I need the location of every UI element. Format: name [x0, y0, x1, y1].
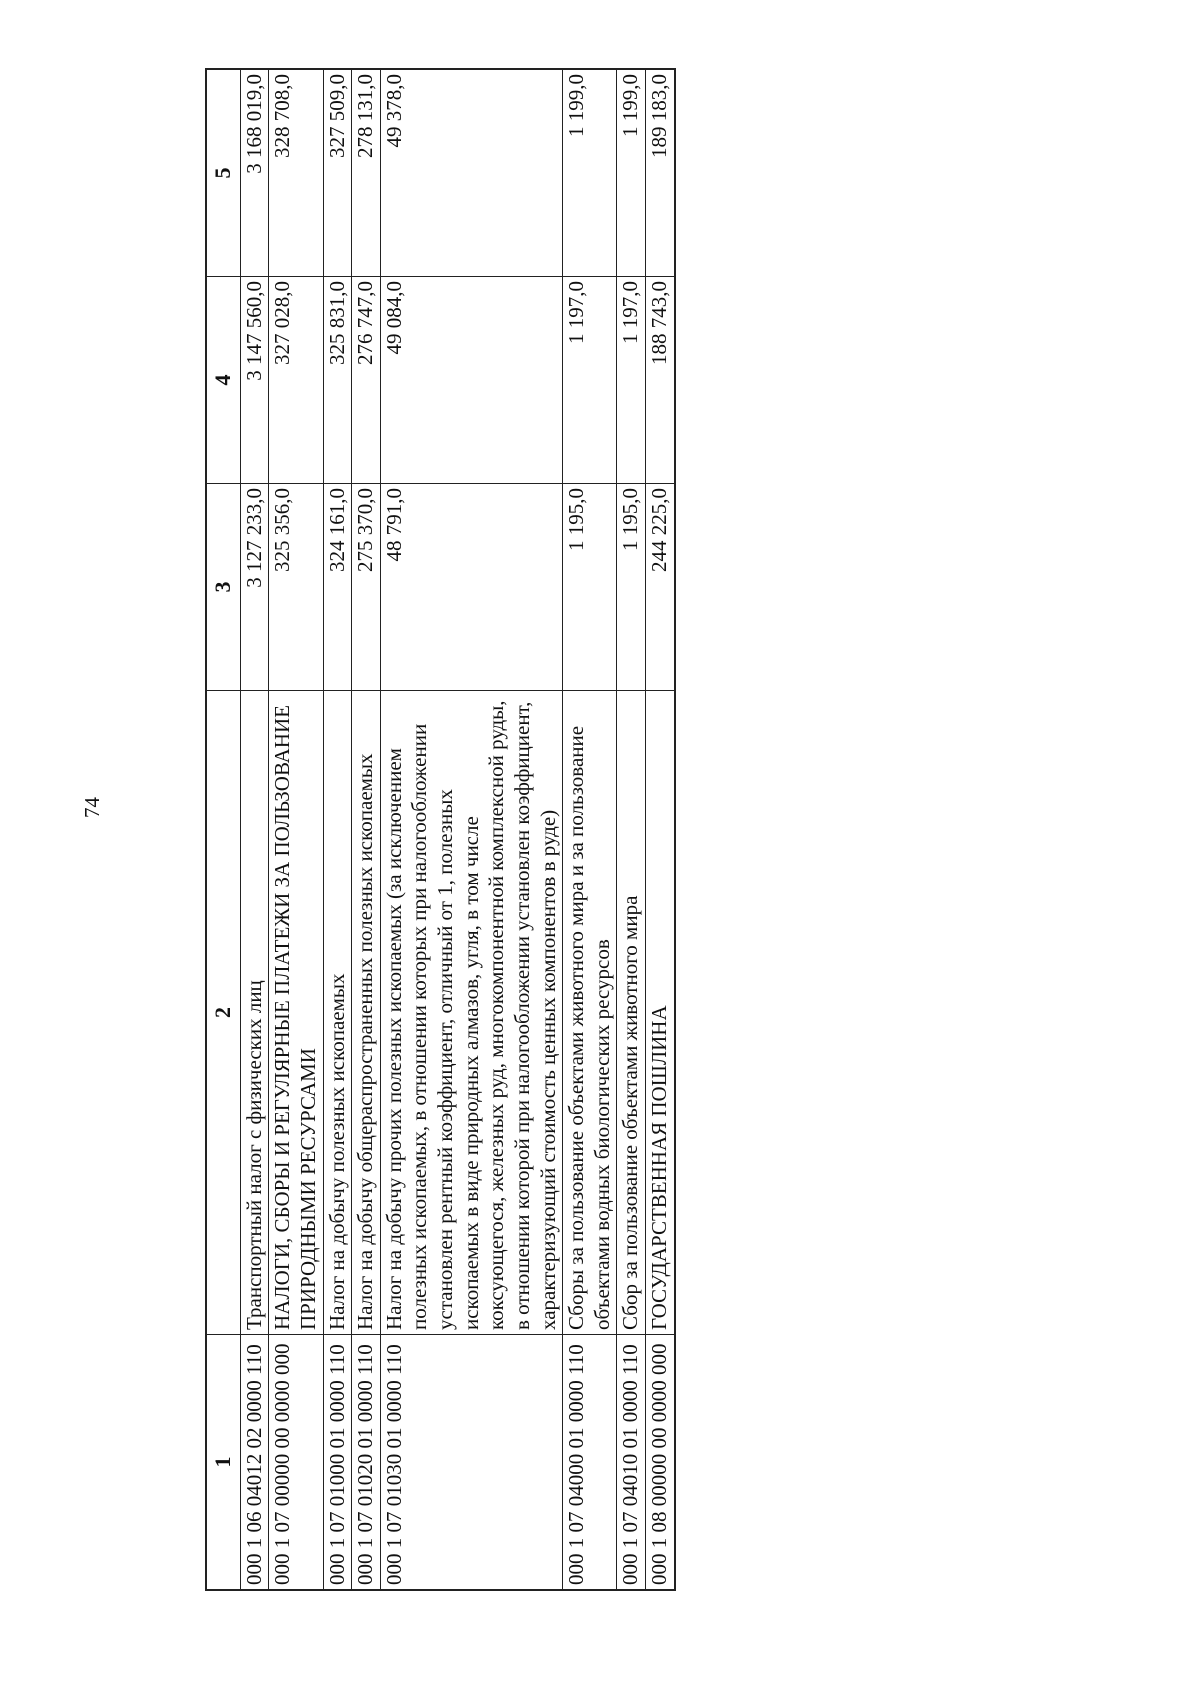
row-code: 000 1 06 04012 02 0000 110 — [240, 1335, 269, 1591]
table-row — [617, 69, 646, 1590]
row-code: 000 1 07 04010 01 0000 110 — [617, 1335, 646, 1591]
row-value-5: 3 168 019,0 — [240, 69, 269, 277]
row-name: Сбор за пользование объектами животного мира — [617, 691, 646, 1335]
table-row — [269, 69, 323, 1590]
row-name: НАЛОГИ, СБОРЫ И РЕГУЛЯРНЫЕ ПЛАТЕЖИ ЗА ПОЛЬЗОВАНИЕ ПРИРОДНЫМИ РЕСУРСАМИ — [269, 691, 323, 1335]
table-row — [323, 69, 352, 1590]
row-code: 000 1 07 01030 01 0000 110 — [380, 1335, 562, 1591]
row-value-4: 188 743,0 — [645, 277, 674, 484]
header-col-3: 3 — [206, 484, 240, 691]
table-row — [352, 69, 381, 1590]
row-value-5: 49 378,0 — [380, 69, 562, 277]
row-value-3: 244 225,0 — [645, 484, 674, 691]
row-value-5: 1 199,0 — [617, 69, 646, 277]
row-value-5: 189 183,0 — [645, 69, 674, 277]
row-value-3: 324 161,0 — [323, 484, 352, 691]
row-value-4: 1 197,0 — [563, 277, 617, 484]
row-value-5: 278 131,0 — [352, 69, 381, 277]
table-row — [240, 69, 269, 1590]
row-code: 000 1 07 04000 01 0000 110 — [563, 1335, 617, 1591]
row-code: 000 1 07 01000 01 0000 110 — [323, 1335, 352, 1591]
row-value-3: 1 195,0 — [617, 484, 646, 691]
row-value-4: 325 831,0 — [323, 277, 352, 484]
row-value-3: 275 370,0 — [352, 484, 381, 691]
budget-revenue-table — [205, 68, 676, 1591]
row-name: ГОСУДАРСТВЕННАЯ ПОШЛИНА — [645, 691, 674, 1335]
row-code: 000 1 07 01020 01 0000 110 — [352, 1335, 381, 1591]
row-value-3: 48 791,0 — [380, 484, 562, 691]
header-col-2: 2 — [206, 691, 240, 1335]
row-code: 000 1 07 00000 00 0000 000 — [269, 1335, 323, 1591]
row-name: Транспортный налог с физических лиц — [240, 691, 269, 1335]
row-name: Налог на добычу прочих полезных ископаемых (за исключением полезных ископаемых, в отношении которых при налогообложении установлен рентный коэффициент, отличный от 1, полезных ископаемых в виде природных алмазов, угля, в том числе коксующегося, железных руд, многокомпонентной комплексной руды, в отношении которой при налогообложении установлен коэффициент, характеризующий стоимость ценных компонентов в руде) — [380, 691, 562, 1335]
header-col-5: 5 — [206, 69, 240, 277]
row-code: 000 1 08 00000 00 0000 000 — [645, 1335, 674, 1591]
row-value-5: 327 509,0 — [323, 69, 352, 277]
header-col-1: 1 — [206, 1335, 240, 1591]
table-header-row — [206, 69, 240, 1590]
row-value-3: 325 356,0 — [269, 484, 323, 691]
row-name: Налог на добычу полезных ископаемых — [323, 691, 352, 1335]
header-col-4: 4 — [206, 277, 240, 484]
row-value-3: 1 195,0 — [563, 484, 617, 691]
row-value-4: 49 084,0 — [380, 277, 562, 484]
row-name: Налог на добычу общераспространенных полезных ископаемых — [352, 691, 381, 1335]
row-value-4: 1 197,0 — [617, 277, 646, 484]
table-row — [645, 69, 674, 1590]
table-row — [380, 69, 562, 1590]
table-row — [563, 69, 617, 1590]
row-value-5: 328 708,0 — [269, 69, 323, 277]
budget-table-sheet — [205, 74, 1107, 1591]
row-value-5: 1 199,0 — [563, 69, 617, 277]
row-name: Сборы за пользование объектами животного мира и за пользование объектами водных биологических ресурсов — [563, 691, 617, 1335]
page-number: 74 — [80, 797, 104, 818]
row-value-4: 327 028,0 — [269, 277, 323, 484]
row-value-3: 3 127 233,0 — [240, 484, 269, 691]
row-value-4: 3 147 560,0 — [240, 277, 269, 484]
row-value-4: 276 747,0 — [352, 277, 381, 484]
